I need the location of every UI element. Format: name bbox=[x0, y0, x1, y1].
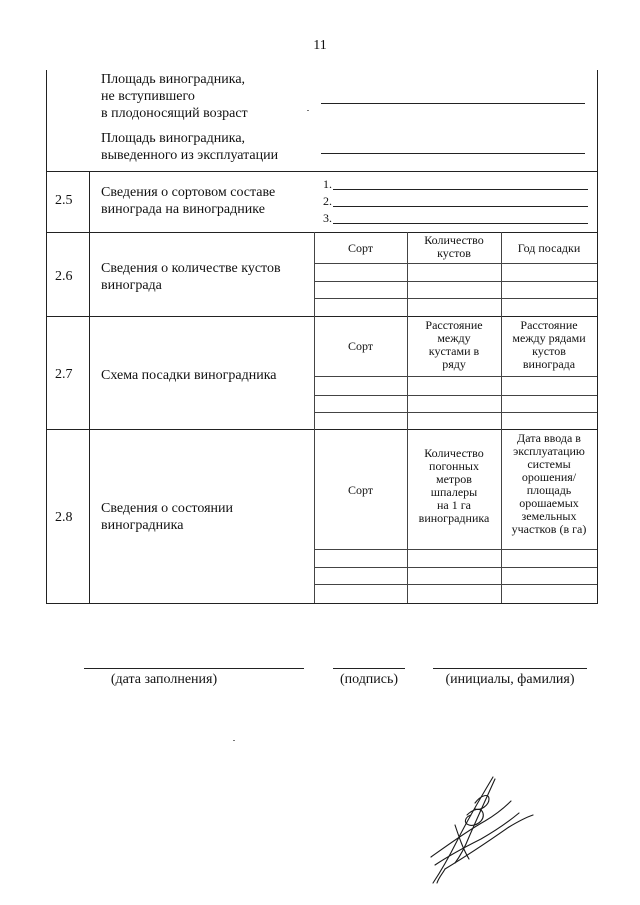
variety-item-1-label: 1. bbox=[323, 177, 332, 191]
grid-line bbox=[314, 567, 597, 568]
header-irrigation-date: Дата ввода в эксплуатацию системы орошения/ площадь орошаемых земельных участков (в га) bbox=[511, 431, 587, 536]
row-2-5-label: Сведения о сортовом составе винограда на винограднике bbox=[101, 185, 276, 217]
signature-field[interactable] bbox=[333, 668, 405, 669]
row-divider bbox=[47, 316, 597, 317]
row-divider bbox=[47, 429, 597, 430]
variety-item-1-field[interactable] bbox=[333, 189, 588, 190]
row-number-2-7: 2.7 bbox=[55, 367, 73, 382]
grid-line bbox=[314, 376, 597, 377]
name-field[interactable] bbox=[433, 668, 587, 669]
area-not-bearing-field[interactable] bbox=[321, 103, 585, 104]
grid-line bbox=[314, 263, 597, 264]
row-number-2-8: 2.8 bbox=[55, 510, 73, 525]
row-number-2-6: 2.6 bbox=[55, 269, 73, 284]
number-column-divider bbox=[89, 171, 90, 603]
date-field[interactable] bbox=[84, 668, 304, 669]
header-sort: Сорт bbox=[347, 339, 374, 353]
variety-item-2-field[interactable] bbox=[333, 206, 588, 207]
header-trellis-meters: Количество погонных метров шпалеры на 1 га виноградника bbox=[418, 446, 490, 525]
variety-item-2-label: 2. bbox=[323, 194, 332, 208]
grid-line bbox=[314, 584, 597, 585]
variety-item-3-label: 3. bbox=[323, 211, 332, 225]
header-row-spacing: Расстояние между рядами кустов винограда bbox=[512, 318, 586, 371]
row-2-8-label: Сведения о состоянии виноградника bbox=[101, 501, 234, 533]
scan-dot bbox=[307, 110, 309, 111]
scan-dot bbox=[233, 740, 235, 741]
row-2-7-label: Схема посадки виноградника bbox=[101, 368, 277, 383]
area-not-bearing-label: Площадь виноградника, не вступившего в плодоносящий возраст bbox=[101, 72, 248, 121]
area-decommissioned-field[interactable] bbox=[321, 153, 585, 154]
header-sort: Сорт bbox=[347, 483, 374, 497]
header-sort: Сорт bbox=[347, 241, 374, 255]
grid-line bbox=[314, 281, 597, 282]
row-number-2-5: 2.5 bbox=[55, 193, 73, 208]
vineyard-form-table bbox=[46, 70, 598, 604]
header-bush-count: Количество кустов bbox=[424, 233, 484, 260]
area-decommissioned-label: Площадь виноградника, выведенного из эксплуатации bbox=[101, 131, 279, 163]
signature-caption: (подпись) bbox=[339, 672, 399, 687]
grid-line bbox=[314, 395, 597, 396]
row-2-6-label: Сведения о количестве кустов винограда bbox=[101, 261, 281, 293]
grid-line bbox=[314, 429, 315, 603]
name-caption: (инициалы, фамилия) bbox=[445, 672, 575, 687]
handwritten-signature bbox=[415, 765, 535, 890]
header-planting-year: Год посадки bbox=[517, 241, 581, 255]
page-number: 11 bbox=[313, 38, 327, 53]
grid-line bbox=[314, 298, 597, 299]
row-divider bbox=[47, 171, 597, 172]
header-bush-spacing: Расстояние между кустами в ряду bbox=[425, 318, 483, 371]
row-divider bbox=[47, 232, 597, 233]
grid-line bbox=[314, 412, 597, 413]
grid-line bbox=[314, 549, 597, 550]
variety-item-3-field[interactable] bbox=[333, 223, 588, 224]
date-caption: (дата заполнения) bbox=[110, 672, 218, 687]
